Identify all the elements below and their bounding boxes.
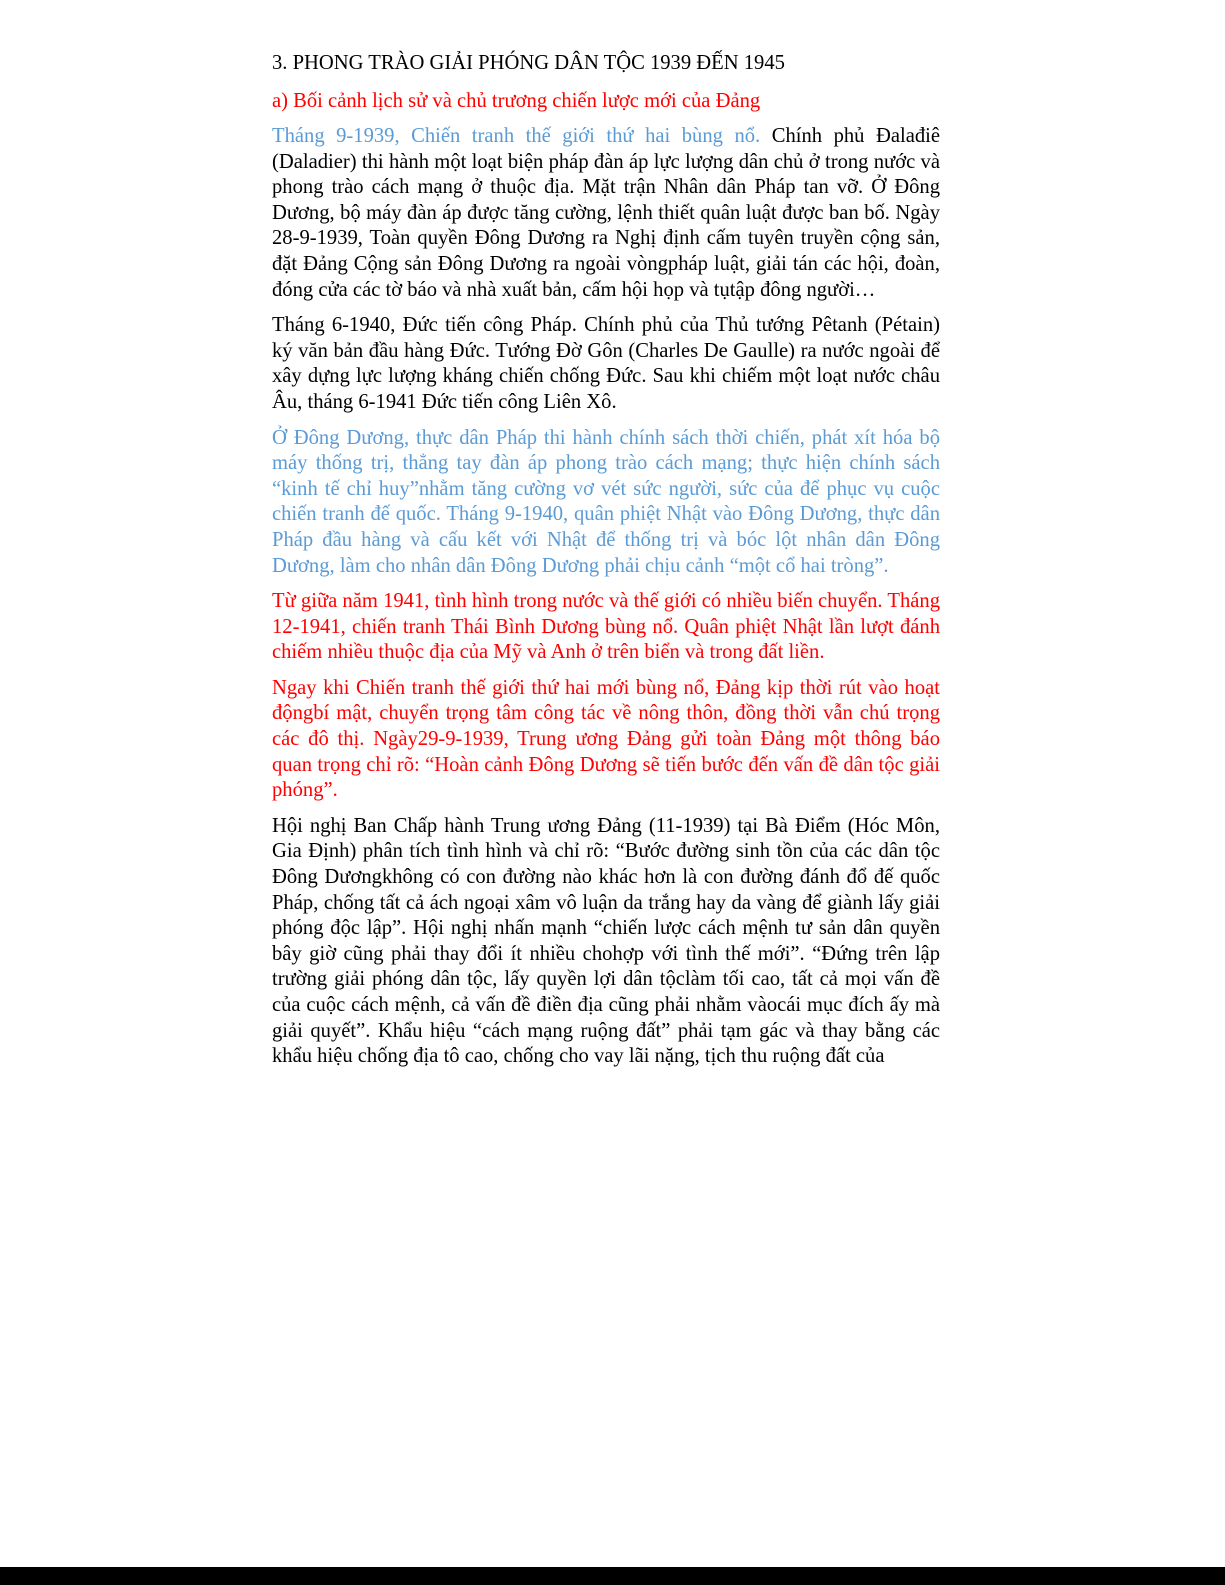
paragraph-1-body: Chính phủ Đalađiê (Daladier) thi hành một loạt biện pháp đàn áp lực lượng dân chủ ở trong nước và phong trào cách mạng ở thuộc địa. Mặt trận Nhân dân Pháp tan vỡ. Ở Đông Dương, bộ máy đàn áp được tăng cường, lệnh thiết quân luật được ban bố. Ngày 28-9-1939, Toàn quyền Đông Dương ra Nghị định cấm tuyên truyền cộng sản, đặt Đảng Cộng sản Đông Dương ra ngoài vòngpháp luật, giải tán các hội, đoàn, đóng cửa các tờ báo và nhà xuất bản, cấm hội họp và tụtập đông người… — [272, 125, 940, 301]
paragraph-3: Ở Đông Dương, thực dân Pháp thi hành chính sách thời chiến, phát xít hóa bộ máy thống trị, thẳng tay đàn áp phong trào cách mạng; thực hiện chính sách “kinh tế chỉ huy”nhằm tăng cường vơ vét sức người, sức của để phục vụ cuộc chiến tranh đế quốc. Tháng 9-1940, quân phiệt Nhật vào Đông Dương, thực dân Pháp đầu hàng và cấu kết với Nhật để thống trị và bóc lột nhân dân Đông Dương, làm cho nhân dân Đông Dương phải chịu cảnh “một cổ hai tròng”. — [272, 426, 940, 577]
paragraph-5: Ngay khi Chiến tranh thế giới thứ hai mới bùng nổ, Đảng kịp thời rút vào hoạt độngbí mật, chuyển trọng tâm công tác về nông thôn, đồng thời vẫn chú trọng các đô thị. Ngày29-9-1939, Trung ương Đảng gửi toàn Đảng một thông báo quan trọng chỉ rõ: “Hoàn cảnh Đông Dương sẽ tiến bước đến vấn đề dân tộc giải phóng”. — [272, 676, 940, 802]
paragraph-2: Tháng 6-1940, Đức tiến công Pháp. Chính phủ của Thủ tướng Pêtanh (Pétain) ký văn bản đầu hàng Đức. Tướng Đờ Gôn (Charles De Gaulle) ra nước ngoài để xây dựng lực lượng kháng chiến chống Đức. Sau khi chiếm một loạt nước châu Âu, tháng 6-1941 Đức tiến công Liên Xô. — [272, 314, 940, 413]
paragraph-6: Hội nghị Ban Chấp hành Trung ương Đảng (11-1939) tại Bà Điểm (Hóc Môn, Gia Định) phân tích tình hình và chỉ rõ: “Bước đường sinh tồn của các dân tộc Đông Dươngkhông có con đường nào khác hơn là con đường đánh đổ đế quốc Pháp, chống tất cả ách ngoại xâm vô luận da trắng hay da vàng để giành lấy giải phóng độc lập”. Hội nghị nhấn mạnh “chiến lược cách mệnh tư sản dân quyền bây giờ cũng phải thay đổi ít nhiều chohợp với tình thế mới”. “Đứng trên lập trường giải phóng dân tộc, lấy quyền lợi dân tộclàm tối cao, tất cả mọi vấn đề của cuộc cách mệnh, cả vấn đề điền địa cũng phải nhằm vàocái mục đích ấy mà giải quyết”. Khẩu hiệu “cách mạng ruộng đất” phải tạm gác và thay bằng các khẩu hiệu chống địa tô cao, chống cho vay lãi nặng, tịch thu ruộng đất của — [272, 814, 940, 1068]
paragraph-1 — [272, 124, 940, 303]
paragraph-4: Từ giữa năm 1941, tình hình trong nước và thế giới có nhiều biến chuyển. Tháng 12-1941, chiến tranh Thái Bình Dương bùng nổ. Quân phiệt Nhật lần lượt đánh chiếm nhiều thuộc địa của Mỹ và Anh ở trên biển và trong đất liền. — [272, 590, 940, 664]
bottom-edge-bar — [0, 1567, 1225, 1585]
section-heading: 3. PHONG TRÀO GIẢI PHÓNG DÂN TỘC 1939 ĐẾN 1945 — [272, 52, 785, 74]
subsection-heading: a) Bối cảnh lịch sử và chủ trương chiến lược mới của Đảng — [272, 90, 761, 112]
document-body — [272, 50, 940, 1080]
paragraph-1-blue-sentence: Tháng 9-1939, Chiến tranh thế giới thứ hai bùng nổ. — [272, 125, 761, 147]
